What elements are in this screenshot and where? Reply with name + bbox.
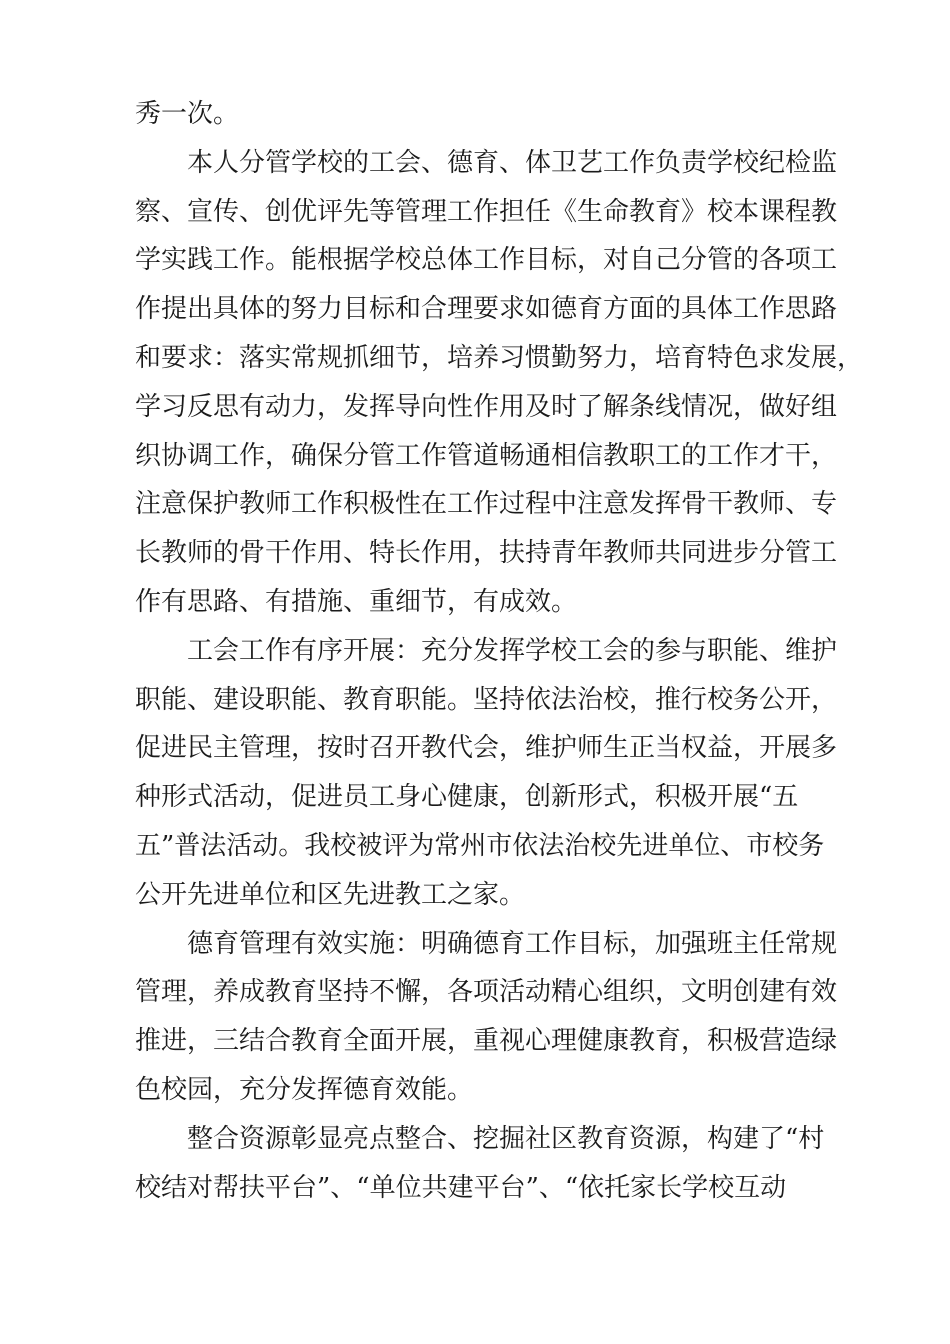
text-line: 五”普法活动。我校被评为常州市依法治校先进单位、市校务 <box>135 830 825 861</box>
text-line: 公开先进单位和区先进教工之家。 <box>135 879 526 910</box>
text-line: 作有思路、有措施、重细节，有成效。 <box>135 586 578 617</box>
text-line: 种形式活动，促进员工身心健康，创新形式，积极开展“五 <box>135 782 799 813</box>
body-text <box>135 90 864 1212</box>
text-line: 整合资源彰显亮点整合、挖掘社区教育资源，构建了“村 <box>187 1123 825 1154</box>
text-line: 长教师的骨干作用、特长作用，扶持青年教师共同进步分管工 <box>135 538 838 569</box>
text-line: 注意保护教师工作积极性在工作过程中注意发挥骨干教师、专 <box>135 489 838 520</box>
text-line: 作提出具体的努力目标和合理要求如德育方面的具体工作思路 <box>135 294 838 325</box>
text-line: 校结对帮扶平台”、“单位共建平台”、“依托家长学校互动 <box>135 1172 787 1203</box>
text-line: 推进，三结合教育全面开展，重视心理健康教育，积极营造绿 <box>135 1026 838 1057</box>
text-line: 色校园，充分发挥德育效能。 <box>135 1074 474 1105</box>
text-line: 学习反思有动力，发挥导向性作用及时了解条线情况，做好组 <box>135 391 838 422</box>
paragraph-0 <box>135 90 835 139</box>
text-line: 职能、建设职能、教育职能。坚持依法治校，推行校务公开， <box>135 684 838 715</box>
text-line: 促进民主管理，按时召开教代会，维护师生正当权益，开展多 <box>135 733 838 764</box>
text-line: 织协调工作，确保分管工作管道畅通相信教职工的工作才干， <box>135 440 838 471</box>
text-line: 秀一次。 <box>135 99 240 129</box>
text-line: 学实践工作。能根据学校总体工作目标，对自己分管的各项工 <box>135 245 838 276</box>
text-line: 德育管理有效实施：明确德育工作目标，加强班主任常规 <box>187 928 838 959</box>
paragraph-1 <box>135 139 864 627</box>
paragraph-4 <box>135 1115 835 1213</box>
text-line: 本人分管学校的工会、德育、体卫艺工作负责学校纪检监 <box>187 147 838 178</box>
text-line: 管理，养成教育坚持不懈，各项活动精心组织，文明创建有效 <box>135 977 838 1008</box>
paragraph-2 <box>135 627 838 920</box>
text-line: 察、宣传、创优评先等管理工作担任《生命教育》校本课程教 <box>135 196 838 227</box>
text-line: 工会工作有序开展：充分发挥学校工会的参与职能、维护 <box>187 635 838 666</box>
paragraph-3 <box>135 920 838 1115</box>
text-line: 和要求：落实常规抓细节，培养习惯勤努力，培育特色求发展， <box>135 342 864 373</box>
